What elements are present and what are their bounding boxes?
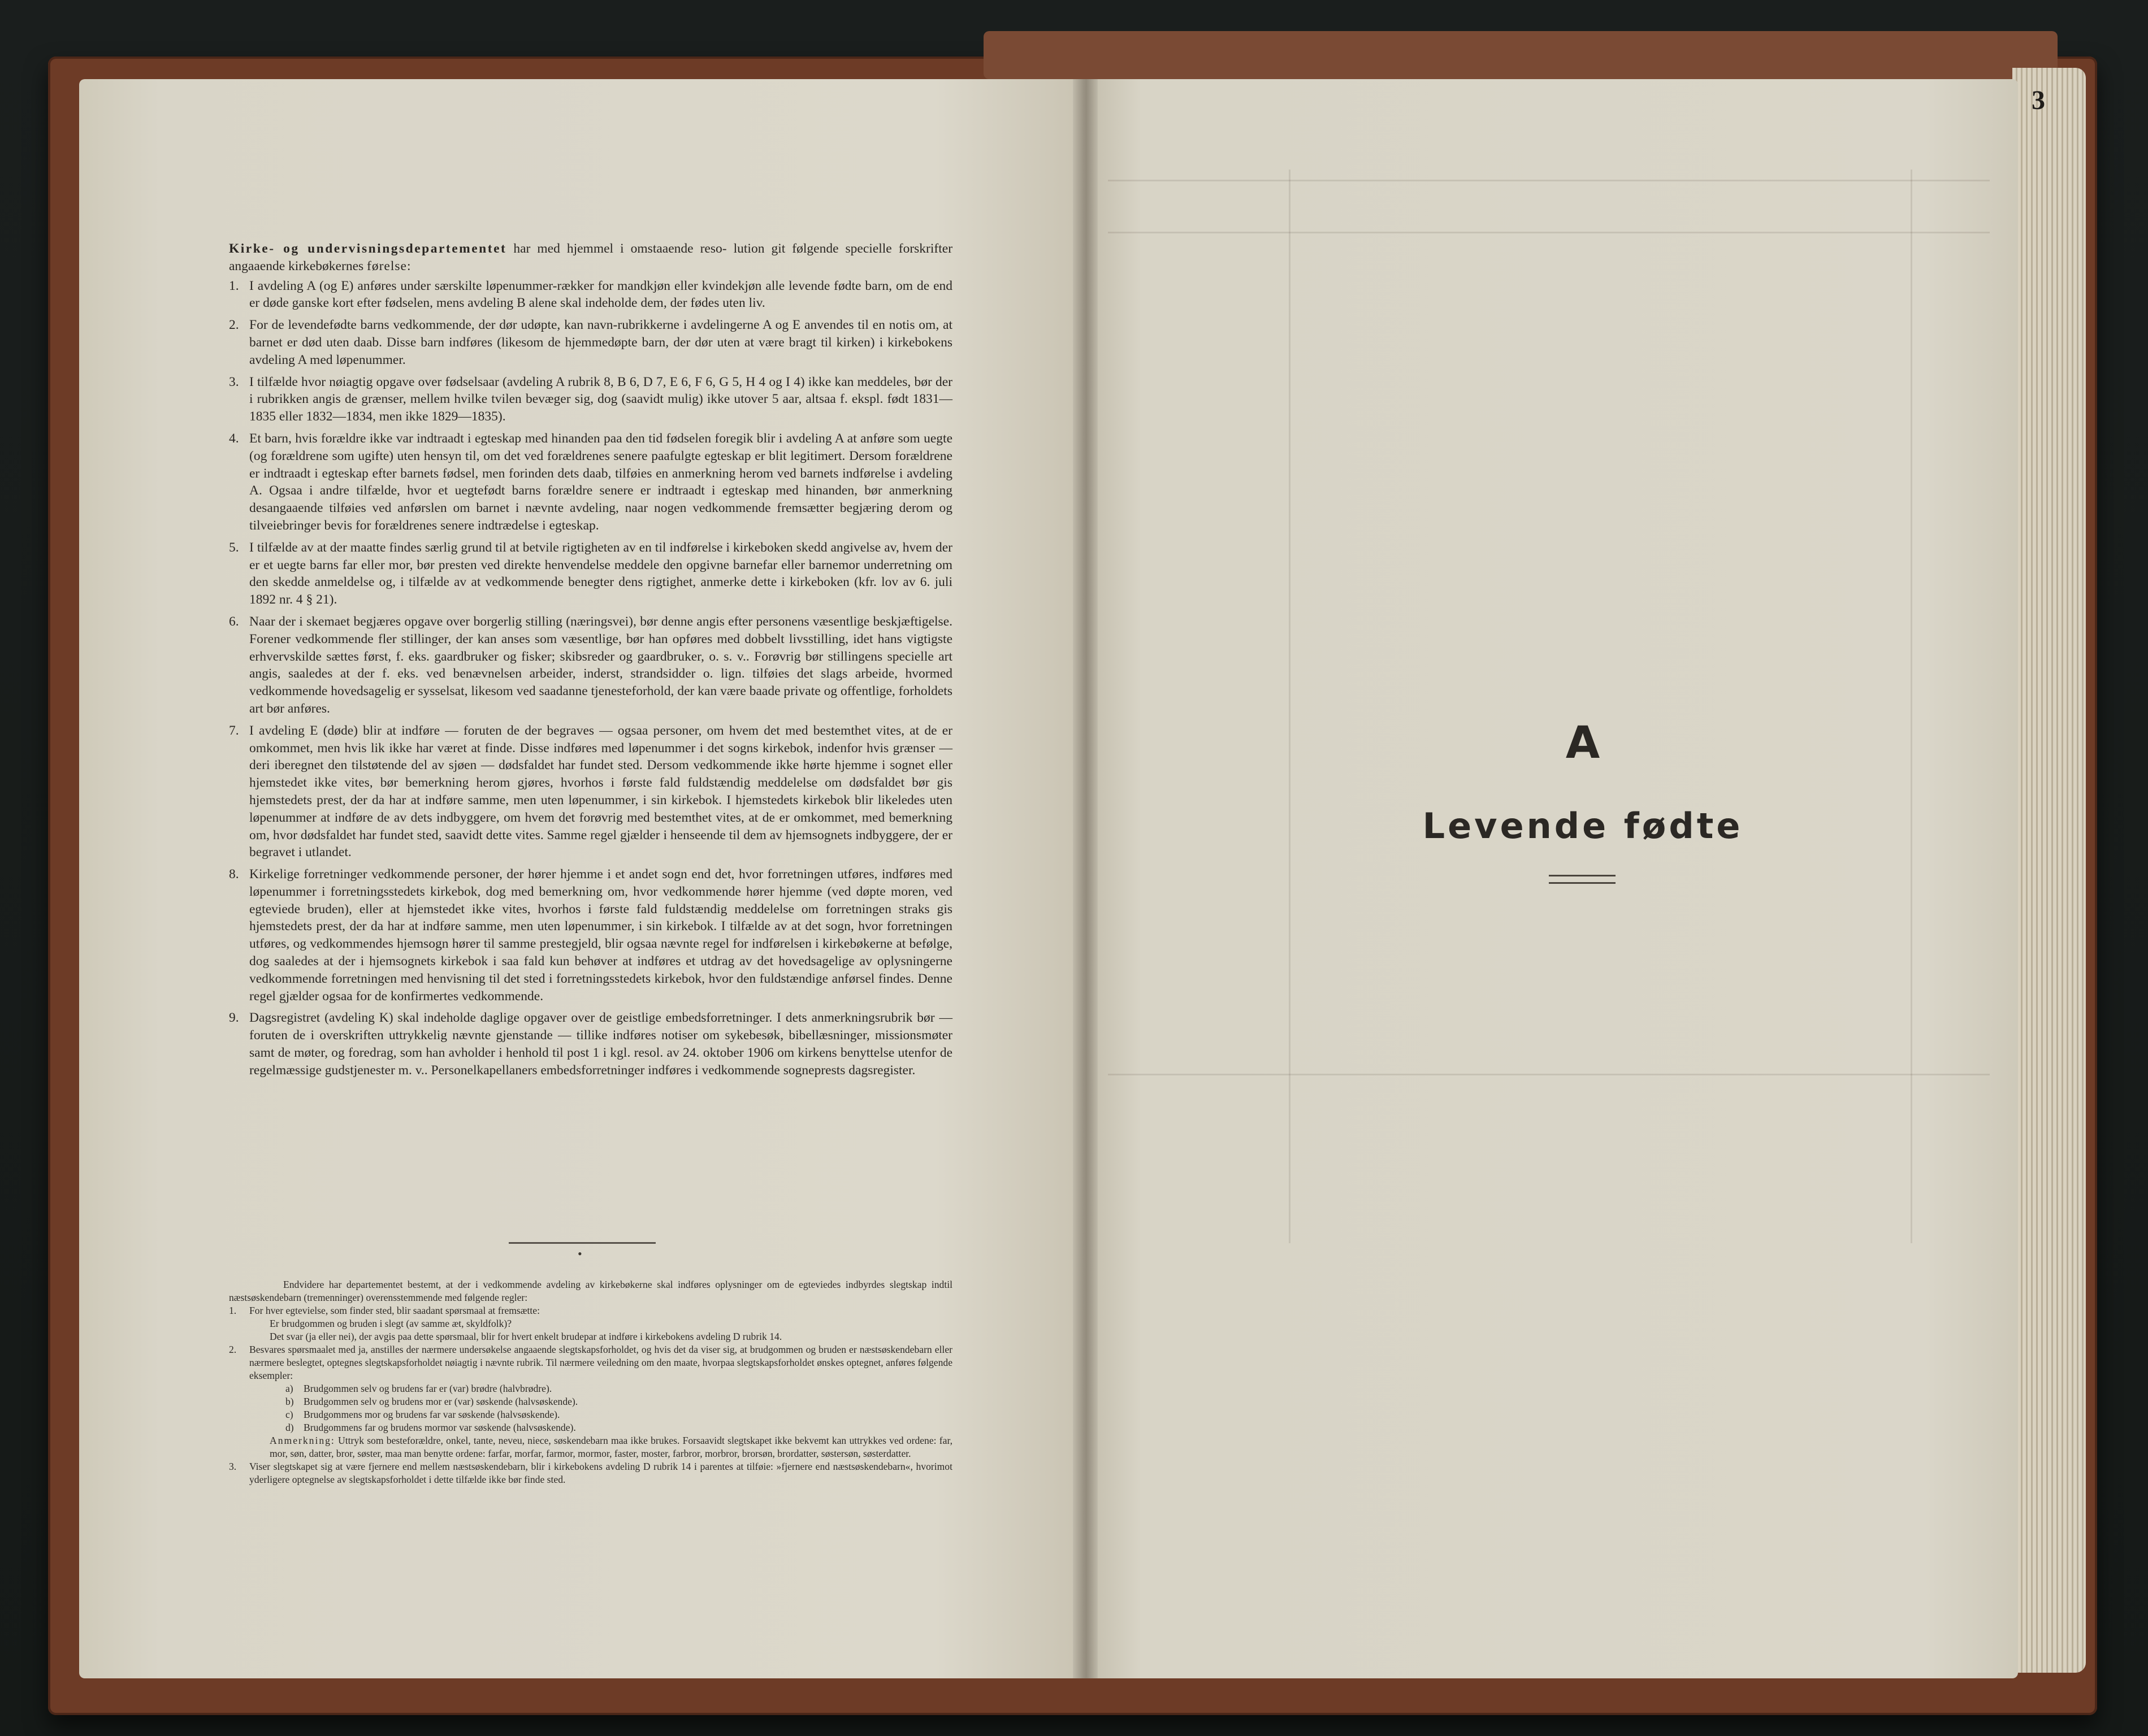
rule-item: 2. For de levendefødte barns vedkommende, der dør udøpte, kan navn-rubrikkerne i avdelingerne A og E anvendes til en notis om, at barnet er død uten daab. Disse barn indføres (likesom de hjemmedøpte barn, der dør uten at være bragt til kirken) i kirkebokens avdeling A med løpenummer. — [229, 318, 952, 367]
kinship-example: b) Brudgommen selv og brudens mor er (var) søskende (halvsøskende). — [285, 1396, 578, 1407]
bleed-through-line — [1108, 180, 1990, 181]
bleed-through-line — [1108, 1074, 1990, 1075]
rule-item: 7. I avdeling E (døde) blir at indføre — foruten de der begraves — ogsaa personer, om hvem det med bestemthet vites, at de er omkommet, men hvis lik ikke har været at finde. Disse indføres med løpenummer i det sogns kirkebok, indenfor hvis grænser — deri iberegnet den tilstøtende del av sjøen — dødsfaldet har fundet sted. Dersom vedkommende ikke hørte hjemme i sognet eller hjemstedet ikke vites, bør bemerkning herom gjøres, hvorhos i første fald fuldstændig meddelelse om dødsfaldet bør gis hjemstedets prest, der da har at indføre samme, men uten løpenummer, i sin kirkebok. I hjemstedets kirkebok blir likeledes uten løpenummer at indføre de av dets indbyggere, om hvem det forøvrig med bestemthet vites, at de er omkommet, med bemerkning om, hvor dødsfaldet har fundet sted, saavidt dette vites. Samme regel gjælder i henseende til dem av hjemsognets indbyggere, der er begravet i utlandet. — [229, 723, 952, 860]
divider-mark: • — [578, 1247, 582, 1261]
kinship-note: Anmerkning: Uttryk som besteforældre, onkel, tante, neveu, niece, søskendebarn maa ikke brukes. Forsaavidt slegtskapet ikke bekvemt kan uttrykkes ved ordene: far, mor, søn, datter, bror, søster, maa man benytte ordene: farfar, morfar, farmor, mormor, faster, moster, farbror, morbror, brorsøn, brordatter, søstersøn, søsterdatter. — [270, 1435, 952, 1459]
kinship-rules — [229, 1278, 952, 1486]
bleed-through-line — [1108, 232, 1990, 233]
bleed-through-line — [1911, 170, 1912, 1243]
page-edges — [2012, 68, 2086, 1673]
cover-spine-top — [984, 31, 2058, 79]
rule-item: 1. I avdeling A (og E) anføres under særskilte løpenummer-rækker for mandkjøn eller kvindekjøn alle levende fødte barn, om de end er døde ganske kort efter fødselen, mens avdeling B alene skal indeholde dem, der fødes uten liv. — [229, 278, 952, 311]
section-divider — [509, 1242, 656, 1244]
rule-item: 9. Dagsregistret (avdeling K) skal indeholde daglige opgaver over de geistlige embedsforretninger. I dets anmerkningsrubrik bør — foruten de i overskriften uttrykkelig nævnte gjenstande — tillike indføres notiser om sykebesøk, bibellæsninger, missionsmøter samt de møter, og foredrag, som han avholder i henhold til post 1 i kgl. resol. av 24. oktober 1906 om kirkens benyttelse utenfor de regelmæssige gudstjenester m. v.. Personelkapellaners embedsforretninger indføres i vedkommende sogneprests dagsregister. — [229, 1010, 952, 1078]
kinship-question: Er brudgommen og bruden i slegt (av samme æt, skyldfolk)? — [270, 1318, 512, 1329]
section-title: Levende fødte — [1422, 805, 1743, 847]
rule-item: 6. Naar der i skemaet begjæres opgave over borgerlig stilling (næringsvei), bør denne angis efter personens væsentlige beskjæftigelse. Forener vedkommende fler stillinger, der kan anses som væsentlige, bør han opføres med dobbelt livsstilling, idet hans vigtigste erhvervskilde sættes først, f. eks. gaardbruker og fisker; skibsreder og gaardbruker, o. s. v.. Forøvrig bør stillingens specielle art angis, saaledes at der f. eks. ved benævnelsen arbeider, inderst, strandsidder o. lign. tilføies det slags arbeide, hvormed vedkommende hovedsagelig er sysselsat, likesom ved saadanne tjenesteforhold, der kan være baade private og offentlige, forholdets art bør anføres. — [229, 614, 952, 716]
section-letter: A — [1565, 718, 1600, 769]
kinship-rule: 2. Besvares spørsmaalet med ja, anstilles der nærmere undersøkelse angaaende slegtskapsforholdet, og hvis det da viser sig, at brudgommen og bruden er næstsøskendebarn eller nærmere beslegtet, optegnes slegtskapsforholdet nøiagtig i nævnte rubrik. Til nærmere veiledning om den maate, hvorpaa slegtskapsforholdet ønskes optegnet, anføres følgende eksempler: — [229, 1344, 952, 1381]
kinship-answer: Det svar (ja eller nei), der avgis paa dette spørsmaal, blir for hvert enkelt brudepar at indføre i kirkebokens avdeling D rubrik 14. — [270, 1331, 782, 1342]
department-name: Kirke- og undervisningsdepartementet — [229, 241, 507, 256]
rule-item: 5. I tilfælde av at der maatte findes særlig grund til at betvile rigtigheten av en til indførelse i kirkeboken skedd angivelse av, hvem der er et uegte barns far eller mor, bør presten ved direkte henvendelse meddele den opgivne barnefar eller barnemor underretning om den skedde anmeldelse og, i tilfælde av at vedkommende benegter dens rigtighet, anmerke dette i kirkeboken (kfr. lov av 6. juli 1892 nr. 4 § 21). — [229, 540, 952, 607]
kinship-rule: 1. For hver egtevielse, som finder sted, blir saadant spørsmaal at fremsætte: — [229, 1305, 540, 1316]
rule-item: 8. Kirkelige forretninger vedkommende personer, der hører hjemme i et andet sogn end det, hvor forretningen utføres, indføres med løpenummer i forretningsstedets kirkebok, dog med bemerkning om, hvor vedkommende hører hjemme (ved døpte moren, ved egteviede bruden), eller at hjemstedet ikke vites, hvorhos i første fald fuldstændig meddelelse om forretningen straks gis hjemstedets prest, der da har at indføre samme, men uten løpenummer, i sin kirkebok. I tilfælde av at det sogn, hvor forretningen utføres, og vedkommendes hjemsogn hører til samme prestegjeld, blir ogsaa nævnte regel for indførelsen i kirkebøkerne at befølge, dog saaledes at der i hjemsognets kirkebok i saa fald kun behøver at indføres et utdrag av det hovedsagelige av oplysningerne vedkommende forretningen med henvisning til det sted i forretningsstedets kirkebok, hvor den fuldstændige anførsel findes. Denne regel gjælder ogsaa for de konfirmertes vedkommende. — [229, 867, 952, 1004]
book-gutter — [1073, 79, 1098, 1678]
kinship-example: a) Brudgommen selv og brudens far er (var) brødre (halvbrødre). — [285, 1383, 552, 1394]
kinship-example: d) Brudgommens far og brudens mormor var søskende (halvsøskende). — [285, 1422, 576, 1433]
kinship-example: c) Brudgommens mor og brudens far var søskende (halvsøskende). — [285, 1409, 560, 1420]
page-number: 3 — [2032, 85, 2045, 115]
kinship-intro: Endvidere har departementet bestemt, at der i vedkommende avdeling av kirkebøkerne skal indføres oplysninger om de egteviedes indbyrdes slegtskap indtil næstsøskendebarn (tremenninger) overensstemmende med følgende regler: — [229, 1279, 952, 1303]
regulations-intro: Kirke- og undervisningsdepartementet har med hjemmel i omstaaende reso- lution git følgende specielle forskrifter angaaende kirkebøkernes førelse: — [229, 241, 953, 274]
bleed-through-line — [1289, 170, 1290, 1243]
kinship-rule: 3. Viser slegtskapet sig at være fjernere end mellem næstsøskendebarn, blir i kirkebokens avdeling D rubrik 14 i parentes at tilføie: »fjernere end næstsøskendebarn«, hvorimot yderligere optegnelse av slegtskapsforholdet i dette tilfælde ikke bør finde sted. — [229, 1461, 952, 1485]
rule-item: 4. Et barn, hvis forældre ikke var indtraadt i egteskap med hinanden paa den tid fødselen foregik blir i avdeling A at anføre som uegte (og forældrene som ugifte) uten hensyn til, om det ved forældrenes senere paafulgte egteskap er blit legitimert. Dersom forældrene er indtraadt i egteskap efter barnets fødsel, men forinden dets daab, tilføies en anmerkning herom ved barnets indførelse i avdeling A. Ogsaa i andre tilfælde, hvor et uegtefødt barns forældre senere er indtraadt i egteskap med hinanden, bør anmerkning desangaaende tilføies ved anførslen om barnet i nævnte avdeling, naar nogen vedkommende fremsætter begjæring derom og tilveiebringer bevis for forældrenes senere indtrædelse i egteskap. — [229, 431, 952, 533]
title-double-rule — [1549, 875, 1616, 884]
rule-item: 3. I tilfælde hvor nøiagtig opgave over fødselsaar (avdeling A rubrik 8, B 6, D 7, E 6, F 6, G 5, H 4 og I 4) ikke kan meddeles, bør der i rubrikken angis de grænser, mellem hvilke tvilen bevæger sig, dog (saavidt mulig) ikke utover 5 aar, altsaa f. ekspl. født 1831—1835 eller 1832—1834, men ikke 1829—1835). — [229, 374, 952, 424]
regulations-text — [229, 240, 952, 1084]
